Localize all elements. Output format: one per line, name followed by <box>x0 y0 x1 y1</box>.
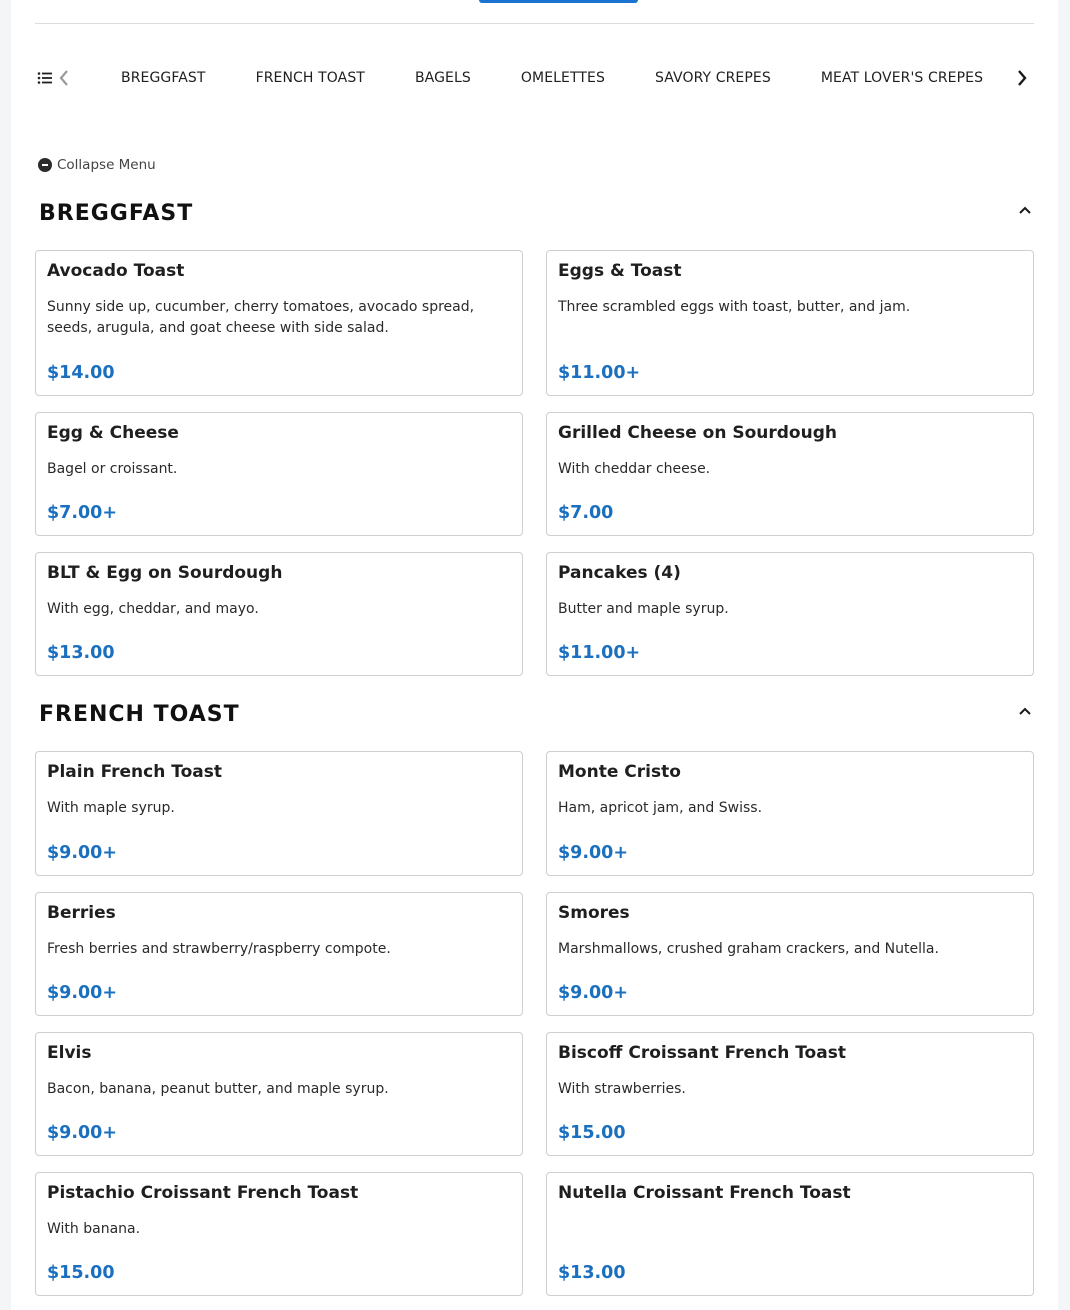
item-description: With cheddar cheese. <box>558 461 711 477</box>
item-price: $7.00+ <box>47 503 118 523</box>
item-description: Ham, apricot jam, and Swiss. <box>558 800 763 816</box>
item-description: Three scrambled eggs with toast, butter, and jam. <box>558 299 911 315</box>
item-price: $15.00 <box>47 1263 115 1283</box>
chevron-up-icon[interactable] <box>1016 702 1034 720</box>
menu-item-card[interactable] <box>35 1172 523 1296</box>
chevron-left-icon[interactable] <box>57 68 71 88</box>
section-title: BREGGFAST <box>39 201 194 226</box>
menu-page <box>11 0 1058 1310</box>
item-description: Bacon, banana, peanut butter, and maple syrup. <box>47 1081 389 1097</box>
item-price: $14.00 <box>47 363 115 383</box>
tab-omelettes[interactable]: OMELETTES <box>520 70 605 86</box>
item-description: Marshmallows, crushed graham crackers, and Nutella. <box>558 941 939 957</box>
order-button[interactable] <box>479 0 638 3</box>
item-name: Grilled Cheese on Sourdough <box>558 423 837 443</box>
menu-item-card[interactable] <box>35 751 523 876</box>
item-name: Monte Cristo <box>558 762 681 782</box>
item-price: $9.00+ <box>47 843 118 863</box>
item-name: Biscoff Croissant French Toast <box>558 1043 846 1063</box>
menu-item-card[interactable] <box>546 751 1034 876</box>
item-description: Butter and maple syrup. <box>558 601 729 617</box>
menu-item-card[interactable] <box>35 412 523 536</box>
chevron-up-icon[interactable] <box>1016 201 1034 219</box>
tab-french-toast[interactable]: FRENCH TOAST <box>255 70 365 86</box>
collapse-menu-button[interactable] <box>38 157 156 173</box>
menu-item-card[interactable] <box>546 892 1034 1016</box>
tab-breggfast[interactable]: BREGGFAST <box>121 70 206 86</box>
item-name: Elvis <box>47 1043 92 1063</box>
category-nav <box>35 58 1034 98</box>
section-title: FRENCH TOAST <box>39 702 240 727</box>
item-name: Pancakes (4) <box>558 563 681 583</box>
item-description: Bagel or croissant. <box>47 461 178 477</box>
menu-item-card[interactable] <box>546 250 1034 396</box>
item-price: $13.00 <box>558 1263 626 1283</box>
item-name: Plain French Toast <box>47 762 222 782</box>
item-price: $7.00 <box>558 503 614 523</box>
minus-circle-icon <box>38 158 52 172</box>
menu-item-card[interactable] <box>546 412 1034 536</box>
item-description: With maple syrup. <box>47 800 175 816</box>
list-icon[interactable] <box>37 70 53 86</box>
item-name: Berries <box>47 903 116 923</box>
item-name: Smores <box>558 903 630 923</box>
menu-item-card[interactable] <box>546 1032 1034 1156</box>
item-description: With strawberries. <box>558 1081 686 1097</box>
category-tabs <box>121 58 1033 98</box>
item-description: With egg, cheddar, and mayo. <box>47 601 259 617</box>
item-description: Sunny side up, cucumber, cherry tomatoes, avocado spread, seeds, arugula, and goat cheese with side salad. <box>47 299 475 336</box>
item-price: $11.00+ <box>558 363 641 383</box>
collapse-menu-label: Collapse Menu <box>57 157 156 173</box>
item-name: Pistachio Croissant French Toast <box>47 1183 359 1203</box>
item-price: $9.00+ <box>558 983 629 1003</box>
menu-item-card[interactable] <box>546 1172 1034 1296</box>
menu-item-card[interactable] <box>35 1032 523 1156</box>
item-description: With banana. <box>47 1221 141 1237</box>
menu-item-card[interactable] <box>35 250 523 396</box>
item-name: Egg & Cheese <box>47 423 179 443</box>
item-name: BLT & Egg on Sourdough <box>47 563 283 583</box>
item-price: $9.00+ <box>558 843 629 863</box>
chevron-right-icon[interactable] <box>1015 68 1029 88</box>
item-price: $15.00 <box>558 1123 626 1143</box>
top-divider <box>35 0 1034 24</box>
item-price: $11.00+ <box>558 643 641 663</box>
tab-bagels[interactable]: BAGELS <box>414 70 471 86</box>
item-name: Avocado Toast <box>47 261 185 281</box>
tab-savory-crepes[interactable]: SAVORY CREPES <box>654 70 771 86</box>
item-price: $9.00+ <box>47 1123 118 1143</box>
menu-item-card[interactable] <box>35 552 523 676</box>
item-price: $9.00+ <box>47 983 118 1003</box>
menu-item-card[interactable] <box>546 552 1034 676</box>
item-price: $13.00 <box>47 643 115 663</box>
menu-item-card[interactable] <box>35 892 523 1016</box>
item-description: Fresh berries and strawberry/raspberry compote. <box>47 941 391 957</box>
tab-meat-lovers-crepes[interactable]: MEAT LOVER'S CREPES <box>820 70 984 86</box>
item-name: Eggs & Toast <box>558 261 682 281</box>
item-name: Nutella Croissant French Toast <box>558 1183 851 1203</box>
